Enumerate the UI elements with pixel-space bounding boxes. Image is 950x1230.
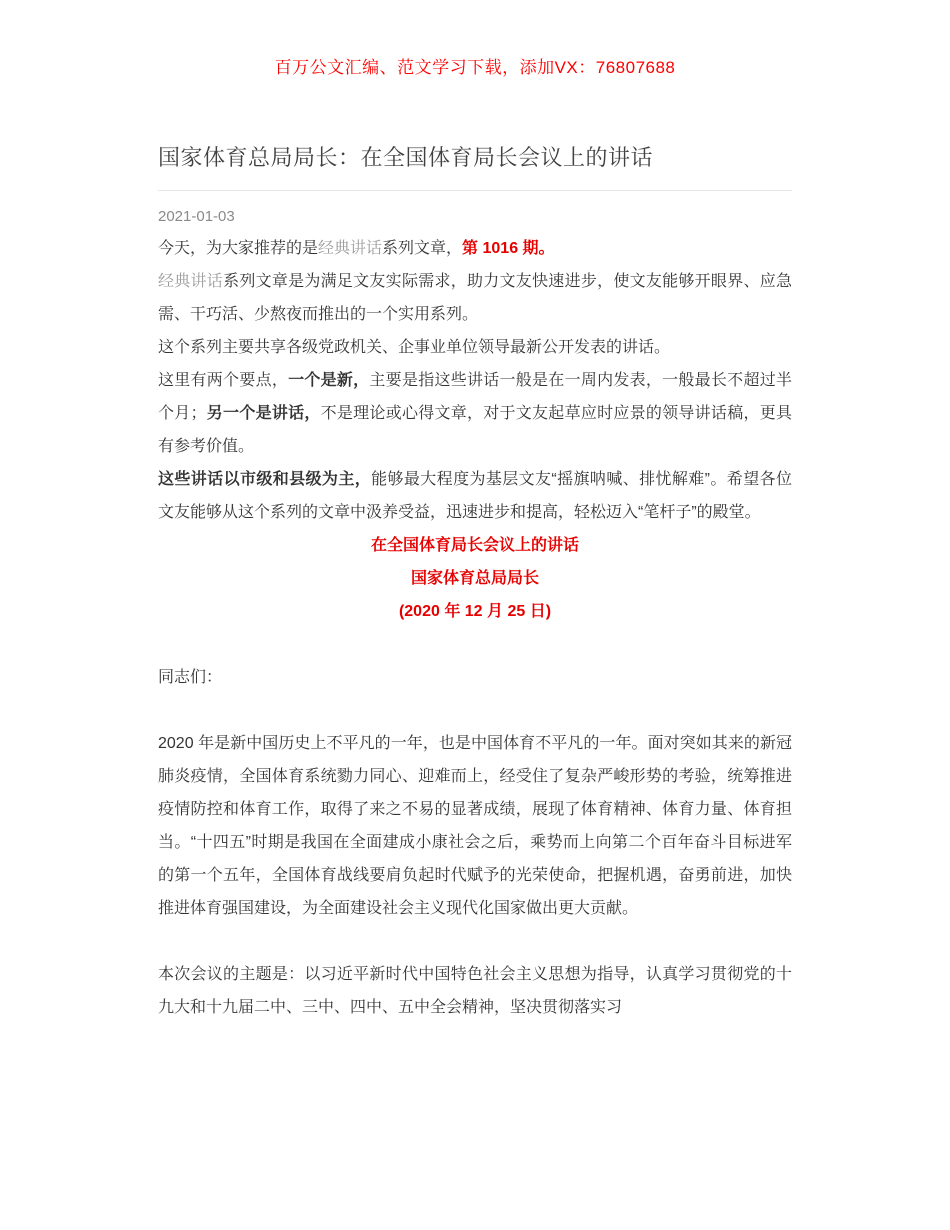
paragraph <box>158 958 792 1024</box>
text-segment: 经典讲话 <box>158 273 224 290</box>
paragraph <box>158 595 792 628</box>
paragraph <box>158 265 792 331</box>
text-segment: 国家体育总局局长 <box>410 570 539 587</box>
text-segment: 今天，为大家推荐的是 <box>158 240 319 257</box>
text-segment: 这个系列主要共享各级党政机关、企事业单位领导最新公开发表的讲话。 <box>158 339 671 356</box>
paragraph <box>158 661 792 694</box>
paragraph <box>158 463 792 529</box>
paragraph <box>158 232 792 265</box>
title-divider <box>158 190 792 191</box>
text-segment: 在全国体育局长会议上的讲话 <box>370 537 579 554</box>
text-segment: 同志们： <box>158 669 223 686</box>
text-segment: 第 1016 期。 <box>462 240 555 257</box>
text-segment: 系列文章， <box>382 240 463 257</box>
text-segment: 这些讲话以市级和县级为主， <box>158 471 372 488</box>
text-segment: 一个是新， <box>288 372 370 389</box>
text-segment: 另一个是讲话， <box>206 405 321 422</box>
text-segment: 本次会议的主题是：以习近平新时代中国特色社会主义思想为指导，认真学习贯彻党的十九大和十九届二中、三中、四中、五中全会精神，坚决贯彻落实习 <box>158 966 792 1016</box>
paragraph <box>158 562 792 595</box>
promo-banner-text: 百万公文汇编、范文学习下载，添加VX：76807688 <box>274 58 676 77</box>
text-segment: 经典讲话 <box>318 240 383 257</box>
text-segment: 主要是指这些讲话一般是在一周内发表，一般最长不超过半个月； <box>158 372 792 422</box>
article-body <box>158 232 792 1104</box>
text-segment: 这里有两个要点， <box>158 372 289 389</box>
paragraph <box>158 364 792 463</box>
article-title: 国家体育总局局长：在全国体育局长会议上的讲话 <box>158 145 654 170</box>
article-content <box>158 143 792 1104</box>
paragraph <box>158 529 792 562</box>
text-segment: 2020 年是新中国历史上不平凡的一年，也是中国体育不平凡的一年。面对突如其来的新冠肺炎疫情，全国体育系统勠力同心、迎难而上，经受住了复杂严峻形势的考验，统筹推进疫情防控和体育工作，取得了来之不易的显著成绩，展现了体育精神、体育力量、体育担当。“十四五”时期是我国在全面建成小康社会之后，乘势而上向第二个百年奋斗目标进军的第一个五年，全国体育战线要肩负起时代赋予的光荣使命，把握机遇，奋勇前进，加快推进体育强国建设，为全面建设社会主义现代化国家做出更大贡献。 <box>158 735 792 917</box>
text-segment: 系列文章是为满足文友实际需求，助力文友快速进步，使文友能够开眼界、应急需、干巧活、少熬夜而推出的一个实用系列。 <box>158 273 792 323</box>
paragraph <box>158 331 792 364</box>
article-date: 2021-01-03 <box>158 208 235 225</box>
text-segment: 不是理论或心得文章，对于文友起草应时应景的领导讲话稿，更具有参考价值。 <box>158 405 792 455</box>
text-segment: (2020 年 12 月 25 日) <box>398 603 552 620</box>
text-segment: 能够最大程度为基层文友“摇旗呐喊、排忧解难”。希望各位文友能够从这个系列的文章中汲养受益，迅速进步和提高，轻松迈入“笔杆子”的殿堂。 <box>158 471 792 521</box>
paragraph <box>158 727 792 925</box>
